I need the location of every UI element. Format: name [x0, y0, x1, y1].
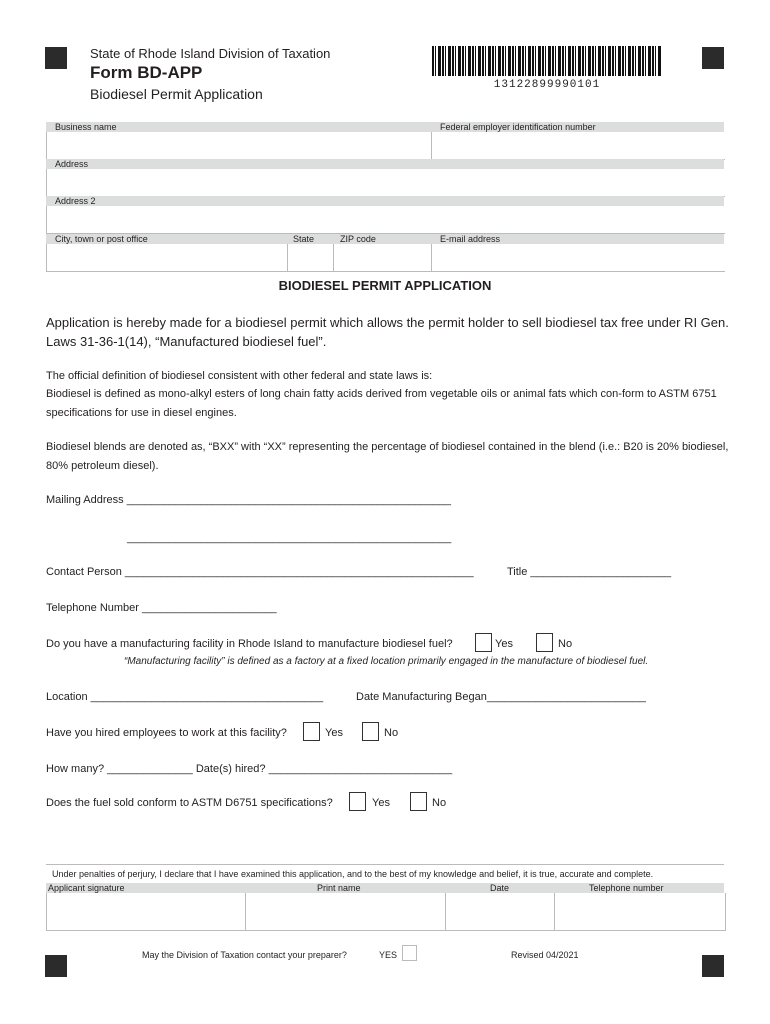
address2-label: Address 2	[55, 196, 96, 206]
definition-heading: The official definition of biodiesel consistent with other federal and state laws is:	[46, 370, 433, 382]
revised-date: Revised 04/2021	[511, 950, 579, 960]
print-name-field[interactable]	[245, 893, 445, 931]
registration-mark-bottom-right	[702, 955, 724, 977]
location-line[interactable]: Location ______________________________________	[46, 691, 324, 703]
preparer-yes-checkbox[interactable]	[402, 945, 417, 961]
barcode	[432, 46, 662, 76]
employees-no-label: No	[384, 727, 399, 739]
astm-no-label: No	[432, 797, 447, 809]
perjury-declaration: Under penalties of perjury, I declare that I have examined this application, and to the best of my knowledge and belief, it is true, accurate and complete.	[52, 869, 654, 879]
preparer-question: May the Division of Taxation contact your preparer?	[142, 950, 347, 960]
address-field[interactable]	[46, 169, 725, 197]
print-name-label: Print name	[317, 883, 361, 893]
contact-title-line[interactable]: Title _______________________	[507, 566, 672, 578]
section-title: BIODIESEL PERMIT APPLICATION	[278, 278, 492, 293]
address2-field[interactable]	[46, 206, 725, 234]
sig-date-field[interactable]	[445, 893, 554, 931]
zip-label: ZIP code	[340, 234, 376, 244]
email-label: E-mail address	[440, 234, 501, 244]
barcode-number: 13122899990101	[493, 79, 601, 91]
label-bar	[46, 196, 724, 206]
astm-question: Does the fuel sold conform to ASTM D6751 specifications?	[46, 797, 333, 809]
city-field[interactable]	[46, 244, 287, 272]
employees-question: Have you hired employees to work at this facility?	[46, 727, 287, 739]
sig-date-label: Date	[490, 883, 510, 893]
contact-person-line[interactable]: Contact Person _________________________________________________________	[46, 566, 474, 578]
applicant-signature-label: Applicant signature	[48, 883, 125, 893]
city-label: City, town or post office	[55, 234, 148, 244]
employees-yes-label: Yes	[325, 727, 343, 739]
manufacturing-no-label: No	[558, 638, 573, 650]
email-field[interactable]	[431, 244, 725, 272]
employees-no-checkbox[interactable]	[362, 722, 379, 741]
mailing-address-line-2[interactable]: _____________________________________________________	[127, 532, 452, 544]
business-name-field[interactable]	[46, 132, 431, 160]
manufacturing-yes-checkbox[interactable]	[475, 633, 492, 652]
manufacturing-yes-label: Yes	[495, 638, 513, 650]
mailing-address-line[interactable]: Mailing Address _____________________________________________________	[46, 494, 451, 506]
intro-text: Application is hereby made for a biodiesel permit which allows the permit holder to sell biodiesel tax free under RI Gen. Laws 31-36-1(14), “Manufactured biodiesel fuel”.	[46, 315, 729, 349]
definition-text: Biodiesel is defined as mono-alkyl esters of long chain fatty acids derived from vegetable oils or animal fats which con-form to ASTM 6751 specifications for use in diesel engines.	[46, 388, 717, 419]
how-many-line[interactable]: How many? ______________ Date(s) hired? ______________________________	[46, 763, 453, 775]
sig-telephone-label: Telephone number	[589, 883, 664, 893]
blends-text: Biodiesel blends are denoted as, “BXX” with “XX” representing the percentage of biodiesel contained in the blend (i.e.: B20 is 20% biodiesel, 80% petroleum diesel).	[46, 441, 729, 472]
fein-field[interactable]	[431, 132, 725, 160]
astm-yes-checkbox[interactable]	[349, 792, 366, 811]
business-name-label: Business name	[55, 122, 117, 132]
registration-mark-top-left	[45, 47, 67, 69]
state-label: State	[293, 234, 315, 244]
form-name: Biodiesel Permit Application	[90, 86, 263, 102]
label-bar	[46, 159, 724, 169]
preparer-yes-label: YES	[379, 950, 398, 960]
date-manufacturing-began-line[interactable]: Date Manufacturing Began__________________________	[356, 691, 646, 703]
applicant-signature-field[interactable]	[46, 893, 245, 931]
astm-no-checkbox[interactable]	[410, 792, 427, 811]
address-label: Address	[55, 159, 89, 169]
state-field[interactable]	[287, 244, 333, 272]
telephone-line[interactable]: Telephone Number ______________________	[46, 602, 277, 614]
registration-mark-top-right	[702, 47, 724, 69]
fein-label: Federal employer identification number	[440, 122, 596, 132]
zip-field[interactable]	[333, 244, 431, 272]
agency-name: State of Rhode Island Division of Taxation	[90, 46, 331, 61]
manufacturing-definition: “Manufacturing facility” is defined as a factory at a fixed location primarily engaged in the manufacture of biodiesel fuel.	[124, 656, 649, 667]
astm-yes-label: Yes	[372, 797, 390, 809]
manufacturing-question: Do you have a manufacturing facility in Rhode Island to manufacture biodiesel fuel?	[46, 638, 453, 650]
manufacturing-no-checkbox[interactable]	[536, 633, 553, 652]
form-code: Form BD-APP	[90, 63, 203, 82]
signature-top-rule	[46, 864, 724, 865]
label-bar	[46, 122, 724, 132]
sig-telephone-field[interactable]	[554, 893, 726, 931]
registration-mark-bottom-left	[45, 955, 67, 977]
employees-yes-checkbox[interactable]	[303, 722, 320, 741]
